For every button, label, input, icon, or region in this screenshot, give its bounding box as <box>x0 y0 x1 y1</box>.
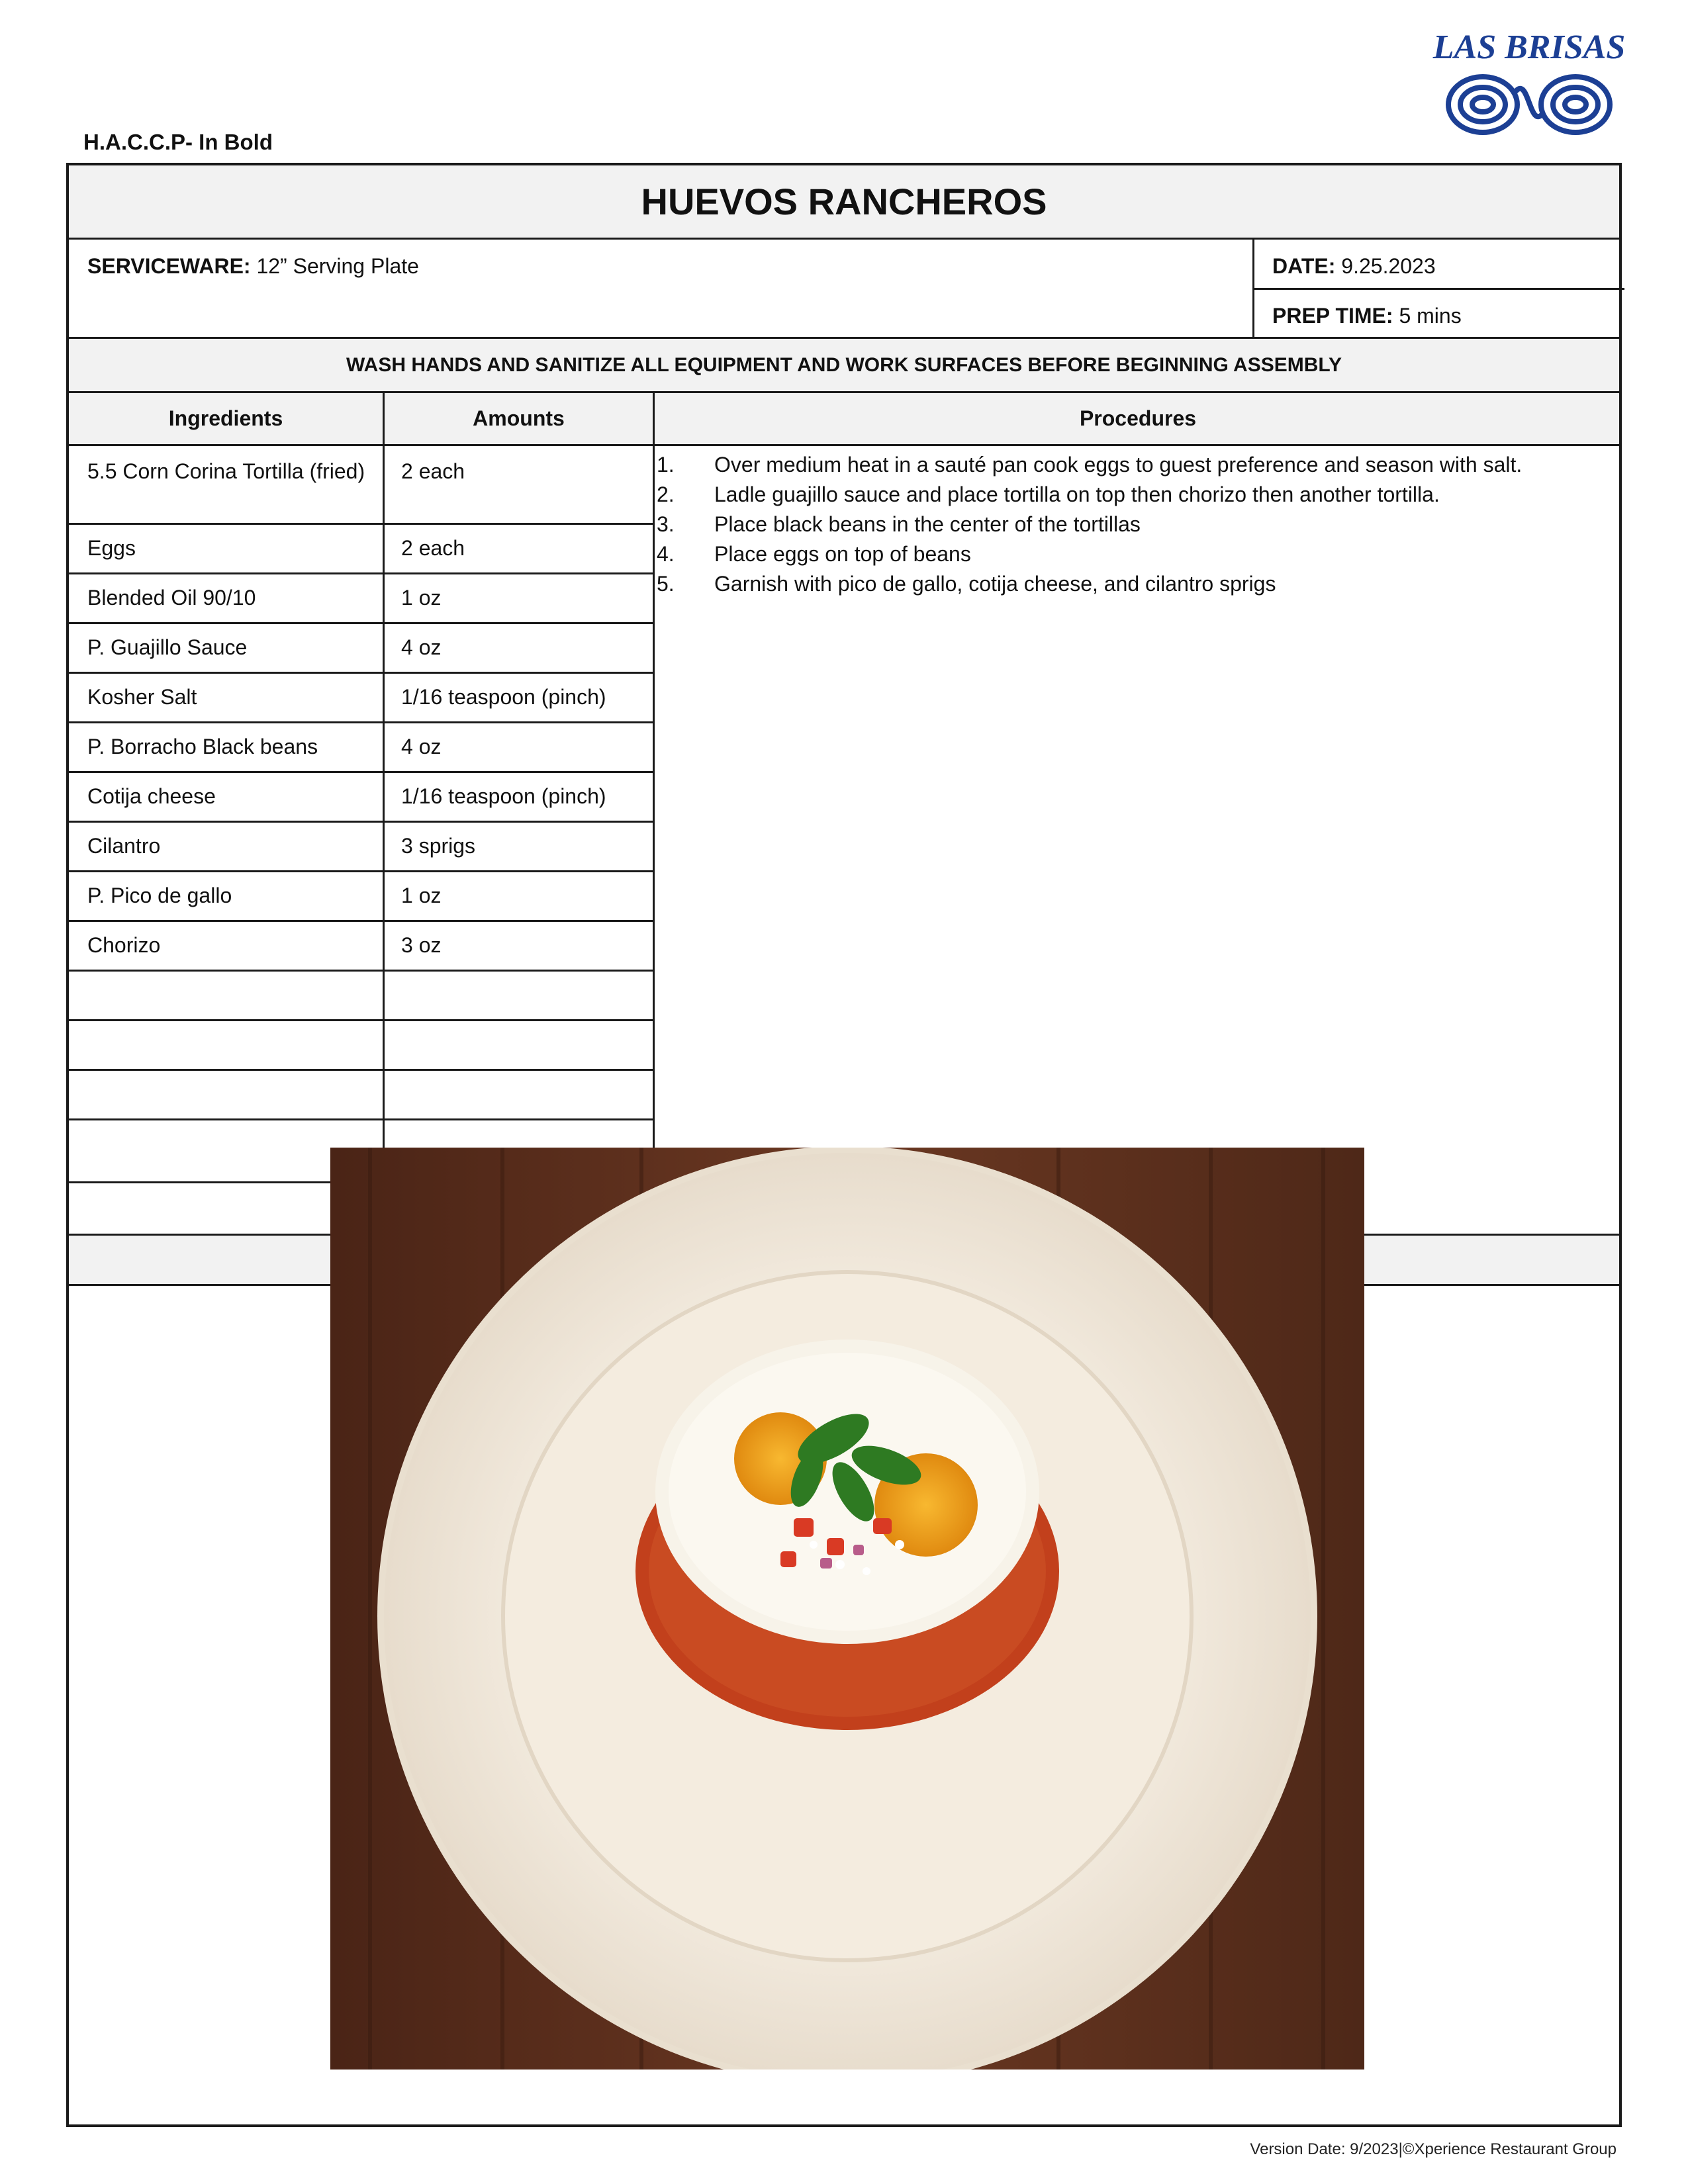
column-headers <box>69 393 1619 446</box>
procedure-number: 5. <box>657 572 675 596</box>
ingredient-5: Kosher Salt <box>87 685 197 709</box>
date-cell <box>1272 254 1436 279</box>
las-brisas-logo <box>1430 26 1628 146</box>
procedure-step <box>645 450 1611 480</box>
amount-10: 3 oz <box>401 933 442 957</box>
amount-4: 4 oz <box>401 635 442 659</box>
amount-7: 1/16 teaspoon (pinch) <box>401 784 606 808</box>
ingredient-3: Blended Oil 90/10 <box>87 586 256 610</box>
procedure-number: 4. <box>657 542 675 566</box>
header-procedures: Procedures <box>1079 406 1197 430</box>
header-amounts: Amounts <box>473 406 565 430</box>
procedure-number: 1. <box>657 453 675 477</box>
procedure-number: 3. <box>657 512 675 536</box>
procedure-text: Over medium heat in a sauté pan cook eggs to guest preference and season with salt. <box>714 453 1523 477</box>
procedure-step <box>645 569 1611 599</box>
ingredient-6: P. Borracho Black beans <box>87 735 318 758</box>
ingredient-9: P. Pico de gallo <box>87 884 232 907</box>
prep-time-cell <box>1272 304 1462 328</box>
procedure-text: Ladle guajillo sauce and place tortilla on top then chorizo then another tortilla. <box>714 482 1440 506</box>
procedure-text: Place black beans in the center of the tortillas <box>714 512 1141 536</box>
procedure-step <box>645 480 1611 510</box>
dish-photo <box>330 1148 1364 2070</box>
procedure-text: Place eggs on top of beans <box>714 542 971 566</box>
ingredient-4: P. Guajillo Sauce <box>87 635 248 659</box>
prep-time-label: PREP TIME: <box>1272 304 1393 328</box>
amount-1: 2 each <box>401 459 465 483</box>
serviceware-value: 12” Serving Plate <box>250 254 419 278</box>
amount-3: 1 oz <box>401 586 442 610</box>
header-ingredients: Ingredients <box>168 406 283 430</box>
version-footer: Version Date: 9/2023|©Xperience Restaurant Group <box>1250 2140 1617 2158</box>
date-label: DATE: <box>1272 254 1336 278</box>
ingredient-10: Chorizo <box>87 933 161 957</box>
amount-2: 2 each <box>401 536 465 560</box>
date-value: 9.25.2023 <box>1335 254 1436 278</box>
amount-8: 3 sprigs <box>401 834 476 858</box>
haccp-note: H.A.C.C.P- In Bold <box>83 130 273 154</box>
meta-section <box>69 240 1619 339</box>
amount-6: 4 oz <box>401 735 442 758</box>
prep-time-value: 5 mins <box>1393 304 1462 328</box>
serviceware-cell <box>87 254 419 279</box>
procedure-text: Garnish with pico de gallo, cotija cheese, and cilantro sprigs <box>714 572 1276 596</box>
recipe-sheet <box>66 163 1622 2127</box>
procedure-step <box>645 510 1611 539</box>
ingredient-1: 5.5 Corn Corina Tortilla (fried) <box>87 459 365 483</box>
amount-5: 1/16 teaspoon (pinch) <box>401 685 606 709</box>
ingredient-2: Eggs <box>87 536 136 560</box>
logo-wordmark: LAS BRISAS <box>1432 28 1626 66</box>
serviceware-label: SERVICEWARE: <box>87 254 251 278</box>
ingredient-7: Cotija cheese <box>87 784 216 808</box>
procedure-step <box>645 539 1611 569</box>
procedure-number: 2. <box>657 482 675 506</box>
amount-9: 1 oz <box>401 884 442 907</box>
procedures-list <box>645 450 1611 599</box>
recipe-title: HUEVOS RANCHEROS <box>69 165 1619 240</box>
wash-hands-banner: WASH HANDS AND SANITIZE ALL EQUIPMENT AND WORK SURFACES BEFORE BEGINNING ASSEMBLY <box>69 339 1619 393</box>
ingredient-8: Cilantro <box>87 834 161 858</box>
huevos-rancheros-plate-image <box>330 1148 1364 2070</box>
